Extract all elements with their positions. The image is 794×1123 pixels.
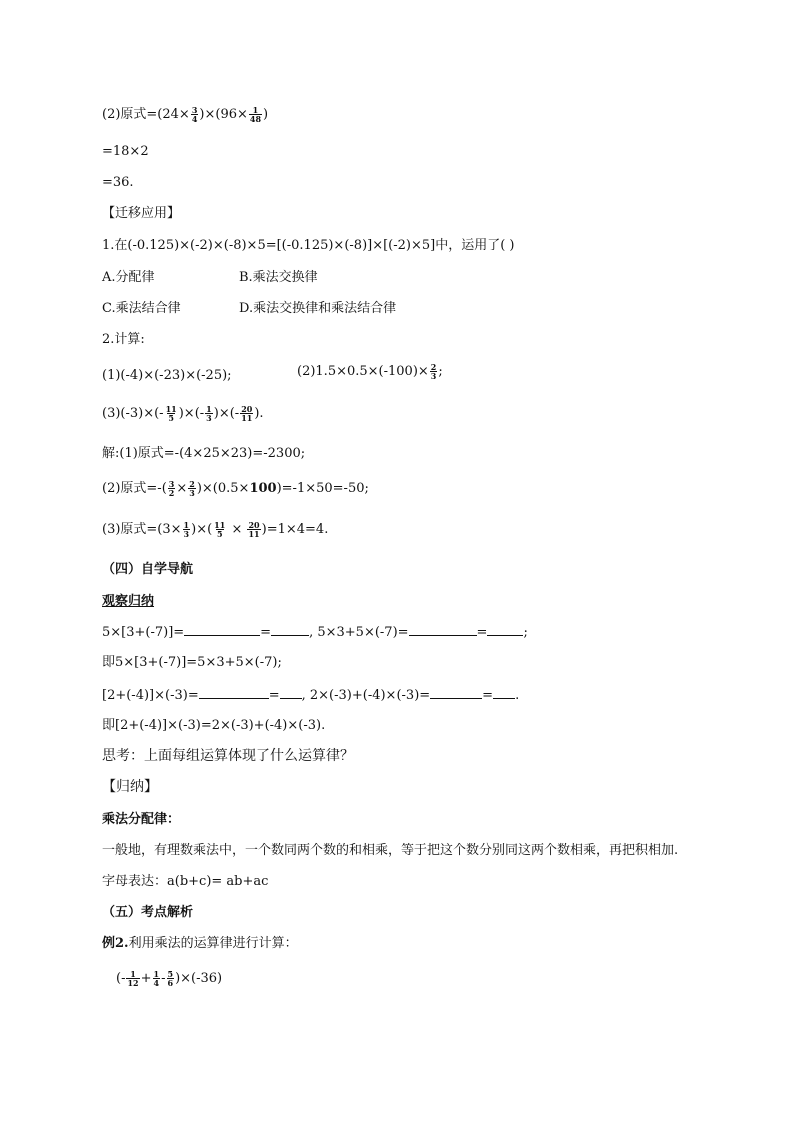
observe-line-2: 即5×[3+(-7)]=5×3+5×(-7); [102,655,282,670]
blank [409,623,477,636]
fraction: $\frac{1}{3}$ [206,404,212,423]
solution-line-2-1 [102,106,268,124]
fraction: $\frac{11}{5}$ [214,520,226,539]
solution-2: (2)原式=-( $\frac{3}{2}$ × $\frac{2}{3}$ )×(0.5×100)=-1×50=-50; [102,479,369,498]
blank [487,623,523,636]
blank [493,686,515,699]
think-question: 思考：上面每组运算体现了什么运算律？ [102,748,354,764]
blank [199,686,269,699]
text: ) [263,107,269,122]
observe-line-3: [2+(-4)]×(-3)= = , 2×(-3)+(-4)×(-3)= = . [102,688,520,703]
calc-1: (1)(-4)×(-23)×(-25); [102,368,232,383]
subheading-guancha: 观察归纳 [102,594,155,609]
example-2-expression: (- $\frac{1}{12}$ + $\frac{1}{4}$ - $\frac{5}{6}$ )×(-36) [116,969,223,988]
observe-line-4: 即[2+(-4)]×(-3)=2×(-3)+(-4)×(-3). [102,718,326,733]
fraction: $\frac{20}{11}$ [241,404,253,423]
blank [430,686,482,699]
blank [280,686,302,699]
letter-expression: 字母表达：a(b+c)= ab+ac [102,874,269,889]
option-d: D.乘法交换律和乘法结合律 [239,301,397,316]
text: (2)原式=(24× [102,107,190,122]
text: )×(96× [199,107,248,122]
solution-1: 解:(1)原式=-(4×25×23)=-2300; [102,446,306,461]
fraction: $\frac{11}{5}$ [165,404,177,423]
question-1: 1.在(-0.125)×(-2)×(-8)×5=[(-0.125)×(-8)]×[(-2)×5]中，运用了( ) [102,238,515,253]
distributive-rule: 一般地，有理数乘法中，一个数同两个数的和相乘，等于把这个数分别同这两个数相乘，再把积相加. [102,843,679,858]
fraction: $\frac{1}{12}$ [127,969,139,988]
calc-3: (3)(-3)×(- $\frac{11}{5}$ )×(- $\frac{1}{3}$ )×(- $\frac{20}{11}$ ). [102,404,264,423]
solution-line-2-3: =36. [102,175,134,190]
fraction: $\frac{1}{3}$ [183,520,190,539]
fraction: $\frac{5}{6}$ [167,969,174,988]
calc-row-1 [102,362,443,385]
fraction: $\frac{3}{4}$ [191,105,198,124]
heading-guina: 【归纳】 [102,779,158,795]
observe-line-1: 5×[3+(-7)]= = , 5×3+5×(-7)= = ; [102,625,528,640]
section-heading-kaodian: （五）考点解析 [102,905,194,920]
fraction: $\frac{20}{11}$ [248,520,260,539]
blank [271,623,309,636]
section-heading-zixue: （四）自学导航 [102,562,194,577]
fraction: $\frac{1}{48}$ [249,105,262,124]
option-row-cd [102,300,397,318]
section-heading-qianyi: 【迁移应用】 [102,206,181,221]
fraction: $\frac{2}{3}$ [430,362,437,381]
option-b: B.乘法交换律 [239,270,318,285]
option-c: C.乘法结合律 [102,301,181,316]
example-2: 例2.利用乘法的运算律进行计算： [102,936,298,951]
solution-3: (3)原式=(3× $\frac{1}{3}$ )×( $\frac{11}{5}$ × $\frac{20}{11}$ )=1×4=4. [102,520,329,539]
solution-line-2-2: =18×2 [102,144,149,159]
option-a: A.分配律 [102,270,155,285]
heading-fenpei: 乘法分配律： [102,812,181,827]
fraction: $\frac{2}{3}$ [189,479,195,498]
calc-2: (2)1.5×0.5×(-100)× $\frac{2}{3}$ ; [297,362,443,381]
fraction: $\frac{3}{2}$ [168,479,175,498]
blank [184,623,260,636]
fraction: $\frac{1}{4}$ [153,969,160,988]
option-row-ab [102,269,318,287]
question-2: 2.计算: [102,332,145,347]
